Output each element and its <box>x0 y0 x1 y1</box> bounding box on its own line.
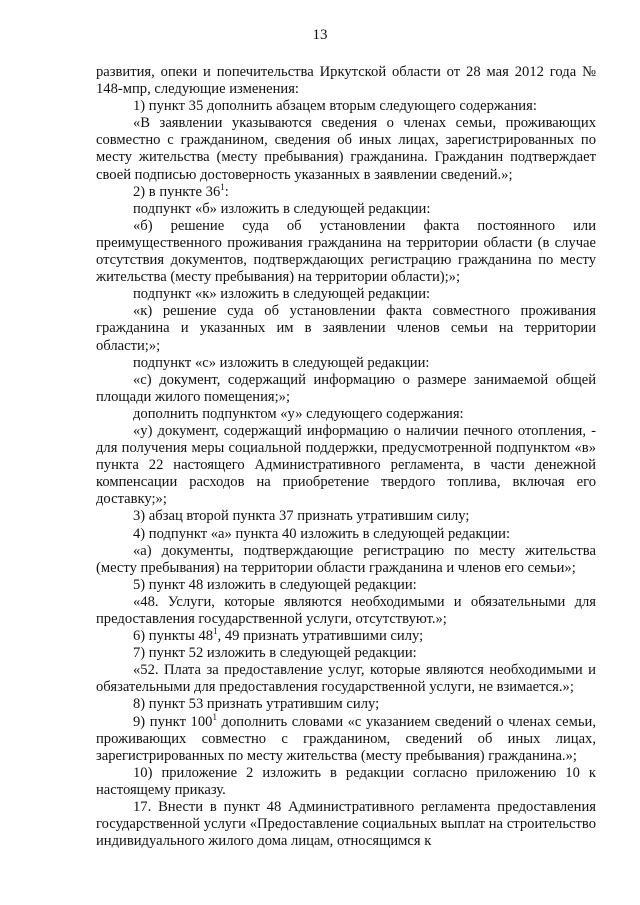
paragraph-text: 9) пункт 100 <box>133 713 213 730</box>
paragraph <box>96 64 596 98</box>
superscript: 1 <box>212 711 217 722</box>
paragraph <box>96 181 596 201</box>
page-number: 13 <box>312 27 328 43</box>
paragraph-text: 10) приложение 2 изложить в редакции согласно приложению 10 к настоящему приказу. <box>96 764 596 798</box>
paragraph <box>96 711 596 765</box>
paragraph <box>96 355 596 372</box>
paragraph-text: «В заявлении указываются сведения о членах семьи, проживающих совместно с гражданином, сведения об иных лицах, зарегистрированных по месту жительства (месту пребывания) гражданина. Гражданин подтверждает своей подписью достоверность указанных в заявлении сведений.»; <box>96 115 596 183</box>
paragraph-text: 1) пункт 35 дополнить абзацем вторым следующего содержания: <box>133 98 537 115</box>
paragraph-text: 6) пункты 48 <box>133 628 214 645</box>
paragraph-text: «к) решение суда об установлении факта совместного проживания гражданина и указанных им в заявлении членов семьи на территории области;»; <box>96 303 596 354</box>
paragraph <box>96 406 596 423</box>
paragraph <box>96 628 596 645</box>
paragraph-text: 8) пункт 53 признать утратившим силу; <box>133 696 380 713</box>
superscript: 1 <box>220 181 225 192</box>
paragraph-text: подпункт «б» изложить в следующей редакции: <box>133 200 431 217</box>
paragraph <box>96 696 596 713</box>
paragraph-text: 3) абзац второй пункта 37 признать утратившим силу; <box>133 508 470 525</box>
paragraph-text-continued: дополнить словами «с указанием сведений о членах семьи, проживающих совместно с гражданином, сведений об иных лицах, зарегистрированных по месту жительства (месту пребывания) гражданина.»; <box>96 713 596 764</box>
paragraph-text: «а) документы, подтверждающие регистрацию по месту жительства (месту пребывания) на территории области гражданина и членов его семьи»; <box>96 542 596 576</box>
paragraph-text: подпункт «с» изложить в следующей редакции: <box>133 354 430 371</box>
paragraph <box>96 286 596 303</box>
paragraph <box>96 372 596 406</box>
paragraph <box>96 218 596 286</box>
paragraph <box>96 115 596 183</box>
paragraph-text: развития, опеки и попечительства Иркутской области от 28 мая 2012 года № 148-мпр, следующие изменения: <box>96 64 596 98</box>
paragraph-text-continued: : <box>224 183 229 200</box>
paragraph <box>96 594 596 628</box>
paragraph <box>96 423 596 508</box>
paragraph-text: «с) документ, содержащий информацию о размере занимаемой общей площади жилого помещения;»; <box>96 371 596 405</box>
paragraph <box>96 303 596 354</box>
paragraph-text: «52. Плата за предоставление услуг, которые являются необходимыми и обязательными для предоставления государственной услуги, не взимается.»; <box>96 662 596 696</box>
paragraph <box>96 765 596 799</box>
paragraph <box>96 799 596 850</box>
paragraph <box>96 526 596 543</box>
paragraph-text: подпункт «к» изложить в следующей редакции: <box>133 286 431 303</box>
paragraph-text: дополнить подпунктом «у» следующего содержания: <box>133 405 464 422</box>
paragraph <box>96 577 596 594</box>
paragraph-text: «б) решение суда об установлении факта постоянного или преимущественного проживания гражданина на территории области (в случае отсутствия документов, подтверждающих регистрацию гражданина по месту жительства (месту пребывания) на территории области);»; <box>96 217 596 286</box>
paragraph <box>96 508 596 525</box>
paragraph <box>96 543 596 577</box>
paragraph <box>96 645 596 662</box>
superscript: 1 <box>213 626 218 637</box>
paragraph-text: 2) в пункте 36 <box>133 183 221 200</box>
paragraph <box>96 98 596 115</box>
paragraph <box>96 662 596 696</box>
paragraph-text: 17. Внести в пункт 48 Административного регламента предоставления государственной услуги «Предоставление социальных выплат на строительство индивидуального жилого дома лицам, относящимся к <box>96 799 596 850</box>
document-body <box>96 64 596 850</box>
paragraph-text: «у) документ, содержащий информацию о наличии печного отопления, - для получения меры социальной поддержки, предусмотренной подпунктом «в» пункта 22 настоящего Административного регламента, в части денежной компенсации расходов на приобретение твердого топлива, включая его доставку;»; <box>96 422 596 508</box>
paragraph-text-continued: , 49 признать утратившими силу; <box>217 628 424 645</box>
paragraph <box>96 201 596 218</box>
paragraph-text: 5) пункт 48 изложить в следующей редакции: <box>133 576 417 593</box>
paragraph-text: «48. Услуги, которые являются необходимыми и обязательными для предоставления государственной услуги, отсутствуют.»; <box>96 593 596 627</box>
paragraph-text: 4) подпункт «а» пункта 40 изложить в следующей редакции: <box>133 525 511 542</box>
paragraph-text: 7) пункт 52 изложить в следующей редакции: <box>133 645 417 662</box>
